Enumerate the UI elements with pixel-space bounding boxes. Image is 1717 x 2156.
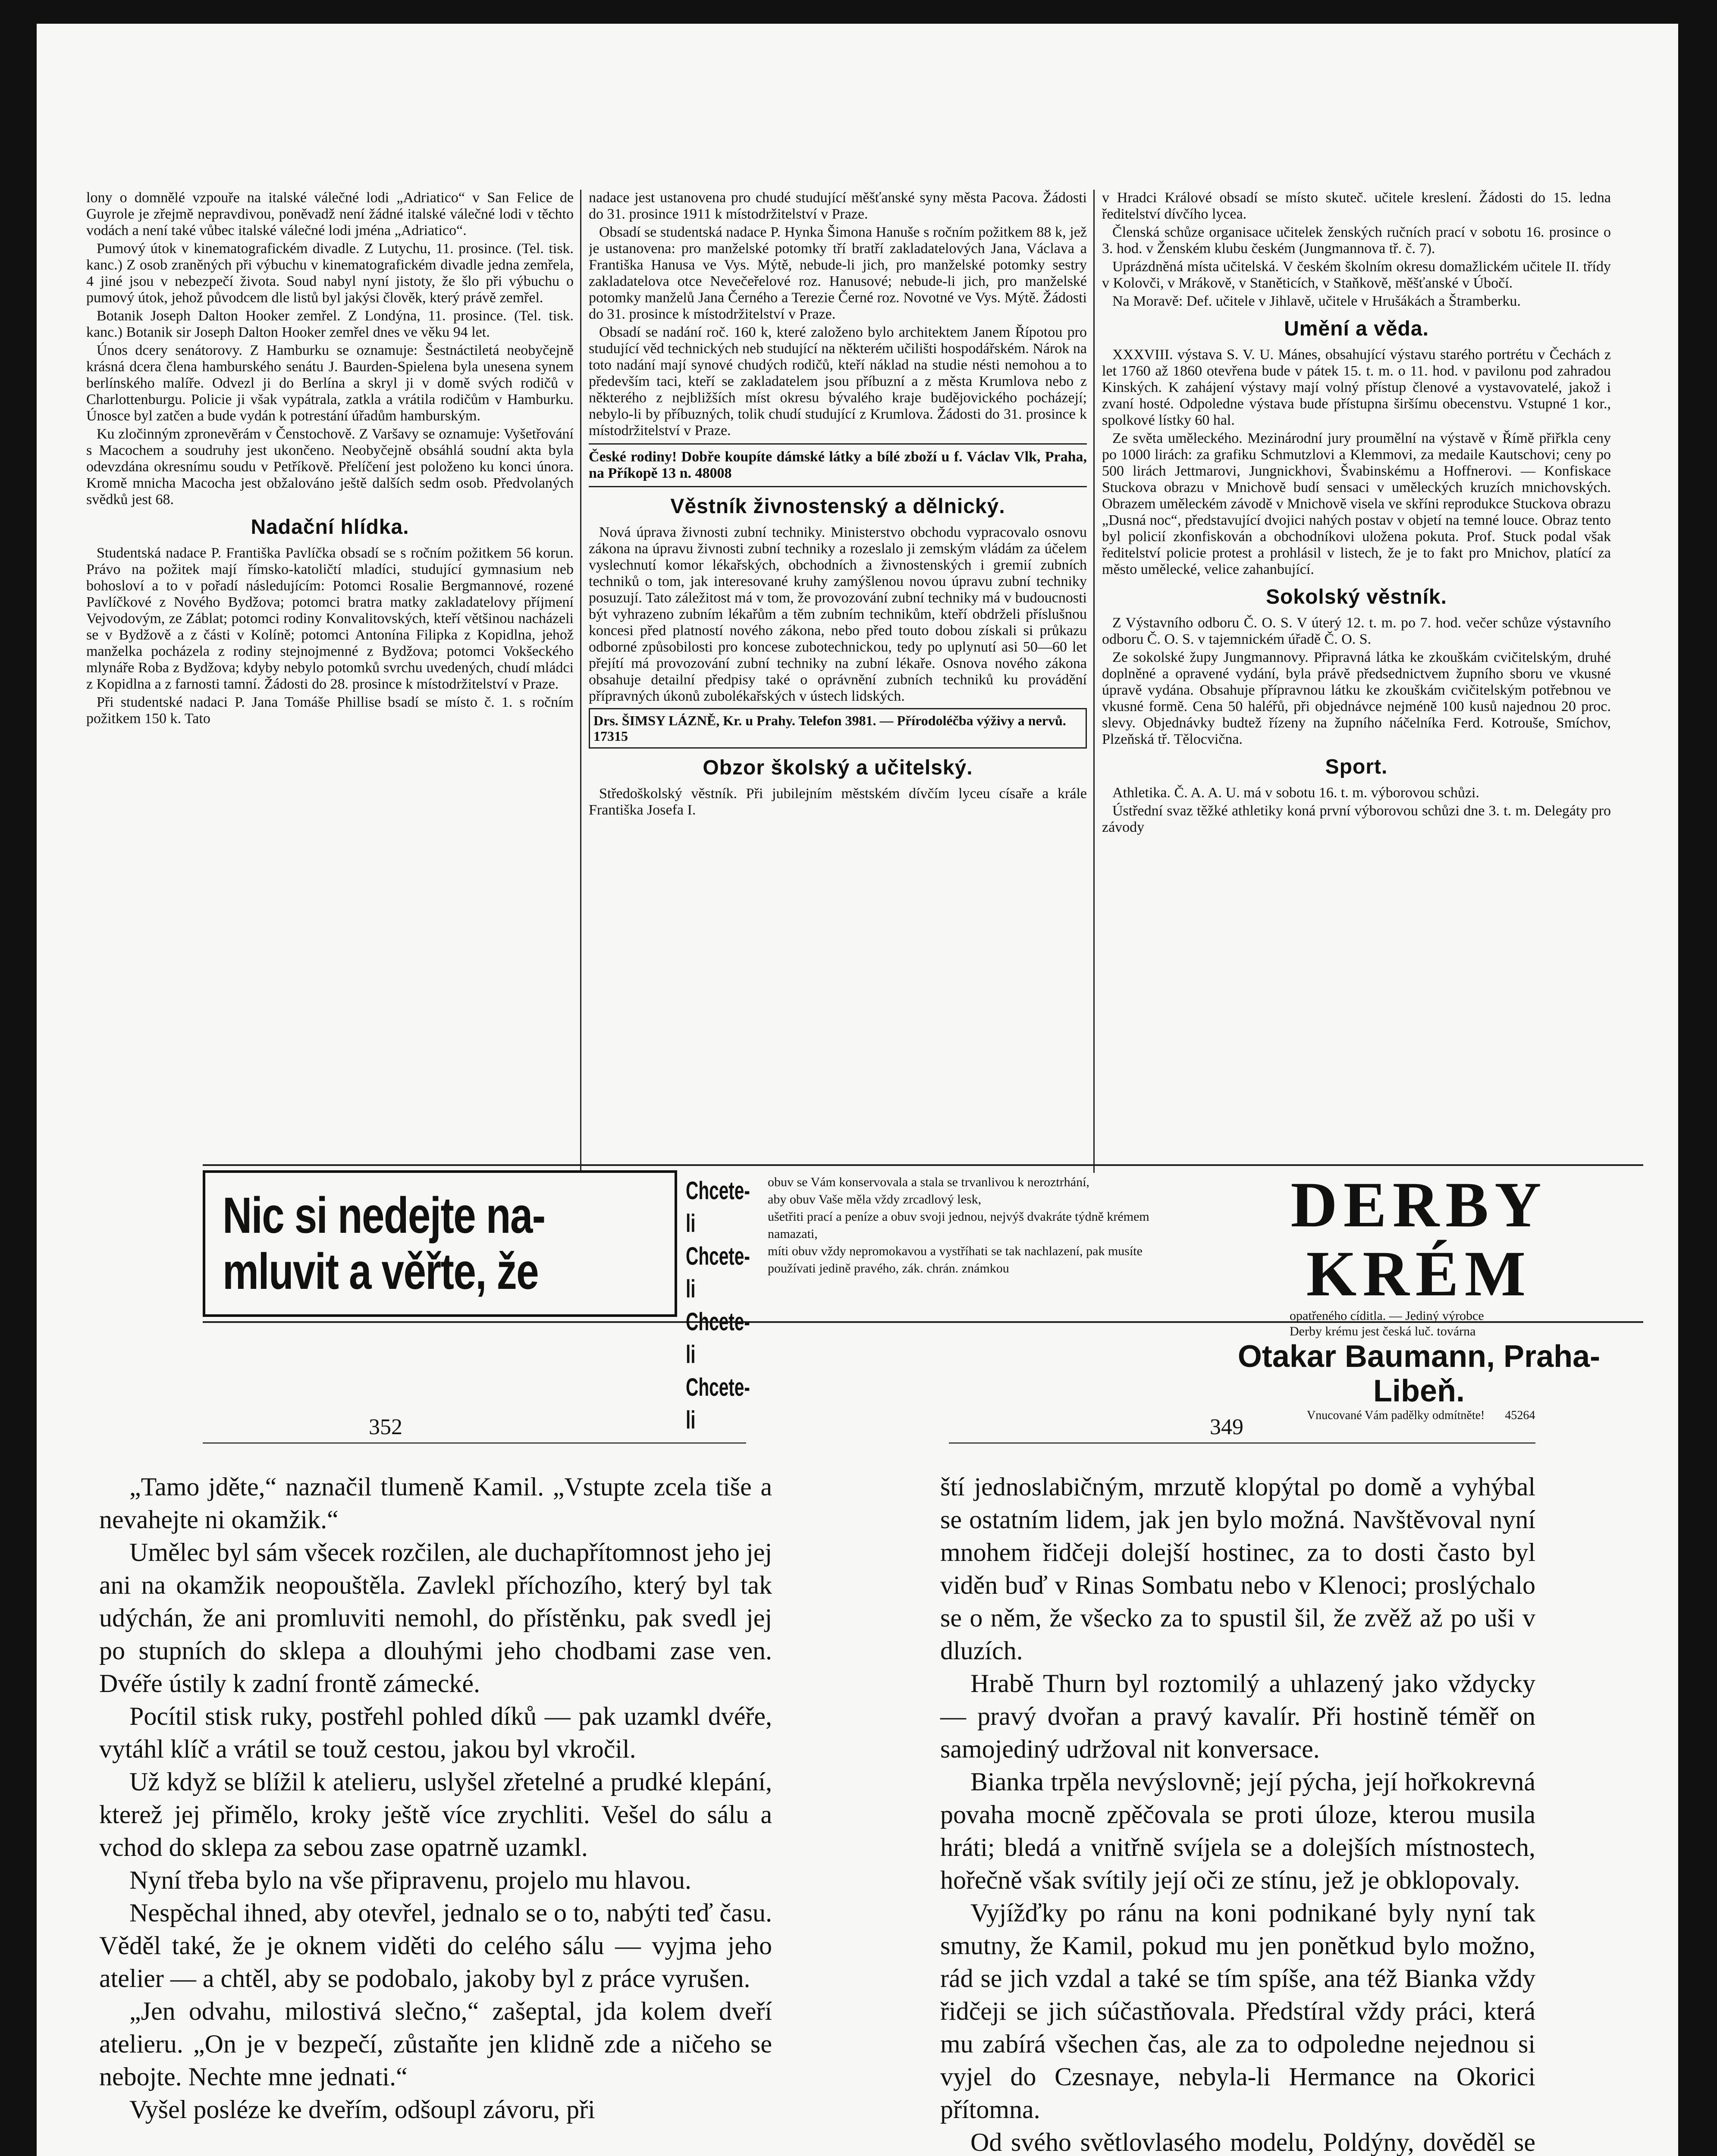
advert: České rodiny! Dobře koupíte dámské látky a bílé zboží u f. Václav Vlk, Praha, na Příkopě 13 n. 48008	[589, 449, 1087, 481]
page-rule-left	[203, 1442, 746, 1444]
paragraph: Pocítil stisk ruky, postřehl pohled díků — pak uzamkl dvéře, vytáhl klíč a vrátil se touž cestou, jakou byl vkročil.	[99, 1702, 772, 1763]
article: Obsadí se nadání roč. 160 k, které založeno bylo architektem Janem Řípotou pro studující věd technických neb studující na některém učilišti hospodářském. Nárok na toto nadání mají synové chudých rodičů, kteří náklad na studie nésti nemohou a to především taci, kteří se zakladatelem jsou příbuzní a z města Krumlova nebo z některého z nejbližších míst okresu bývalého kraje budějovického pocházejí; nebylo-li by příbuzných, tolik chudí studující z Krumlova. Žádosti do 31. prosince k místodržitelství v Praze.	[589, 324, 1087, 439]
advert-chcete: Chcete-li	[686, 1242, 750, 1303]
newspaper-column-3	[1102, 190, 1611, 1181]
paragraph: ští jednoslabičným, mrzutě klopýtal po domě a vyhýbal se ostatním lidem, jak jen bylo možná. Navštěvoval nyní mnohem řidčeji dolejší hostinec, za to dosti často byl viděn buď v Rinas Sombatu nebo v Klenoci; proslýchalo se o něm, že všecko za to spustil šil, že zvěž až po uši v dluzích.	[940, 1473, 1535, 1665]
advert-slogan-line: Nic si nedejte na-	[223, 1187, 545, 1244]
page-number-right: 349	[1210, 1415, 1243, 1439]
advert-chcete: Chcete-li	[686, 1373, 750, 1434]
article: Athletika. Č. A. A. U. má v sobotu 16. t. m. výborovou schůzi.	[1112, 785, 1479, 801]
newspaper-column-2	[589, 190, 1087, 1181]
advert-body	[768, 1174, 1177, 1316]
newspaper-clipping	[86, 190, 1630, 1181]
page-number-left: 352	[369, 1415, 402, 1439]
paragraph: Nyní třeba bylo na vše připravenu, projelo mu hlavou.	[129, 1866, 692, 1894]
derby-warning	[1195, 1408, 1643, 1423]
article: Při studentské nadaci P. Jana Tomáše Phillise bsadí se místo č. 1. s ročním požitkem 150 k. Tato	[86, 694, 574, 727]
advert-line: aby obuv Vaše měla vždy zrcadlový lesk,	[768, 1192, 982, 1206]
column-rule	[1093, 190, 1095, 1173]
article: XXXVIII. výstava S. V. U. Mánes, obsahující výstavu starého portrétu v Čechách z let 1760 až 1860 otevřena bude v pátek 15. t. m. o 11. hod. v pavilonu pod zahradou Kinských. K zahájení výstavy mají volný přístup členové a vystavovatelé, jakož i zvaní hosté. Odpoledne výstava bude přístupna širšímu obecenstvu. Vstupné 1 kor., spolkové lístky 60 hal.	[1102, 347, 1611, 428]
paragraph: „Tamo jděte,“ naznačil tlumeně Kamil. „Vstupte zcela tiše a nevahejte ni okamžik.“	[99, 1473, 772, 1534]
divider	[589, 486, 1087, 487]
advert-box	[589, 708, 1087, 749]
section-heading: Umění a věda.	[1284, 317, 1429, 340]
advert-slogan-line: mluvit a věřte, že	[223, 1243, 538, 1300]
derby-subline: opatřeného cíditla. — Jediný výrobce	[1290, 1309, 1484, 1323]
advert-line: míti obuv vždy nepromokavou a vystříhati se tak nachlazení, pak musíte používati jedině pravého, zák. chrán. známkou	[768, 1244, 1143, 1275]
page-rule-right	[949, 1442, 1535, 1444]
section-heading: Sport.	[1325, 755, 1388, 778]
article: lony o domnělé vzpouře na italské válečné lodi „Adriatico“ v San Felice de Guyrole je zřejmě nepravdivou, poněvadž není žádné italské válečné lodi v těchto vodách a není také vůbec italské válečné lodi jména „Adriatico“.	[86, 190, 574, 238]
article: Uprázdněná místa učitelská. V českém školním okresu domažlickém učitele II. třídy v Kolovči, v Mrákově, v Staněticích, v Staňkově, měšťanské v Úbočí.	[1102, 259, 1611, 291]
paragraph: Od svého světlovlasého modelu, Poldýny, dověděl se	[970, 2128, 1535, 2156]
book-page-right	[940, 1470, 1535, 2156]
section-heading: Věstník živnostenský a dělnický.	[670, 495, 1005, 518]
scan-border-left	[0, 0, 37, 2156]
paragraph: Vyjížďky po ránu na koni podnikané byly nyní tak smutny, že Kamil, pokud mu jen ponětkud bylo možno, rád se jich vzdal a také se tím spíše, ana též Bianka vždy řidčeji se jich súčastňovala. Předstíral vždy práci, která mu zabírá všechen čas, ale za to odpoledne nejednou si vyjel do Czesnaye, nebyla-li Hermance na Okorici přítomna.	[940, 1899, 1535, 2124]
article: Ku zločinným zpronevěrám v Čenstochově. Z Varšavy se oznamuje: Vyšetřování s Macochem a soudruhy jest ukončeno. Neobyčejně obsáhlá soudní akta byla odevzdána okresnímu soudu v Petříkově. Přelíčení jest položeno ku konci února. Kromě mnicha Macocha jest obžalováno ještě dalších sedm osob. Předvolaných svědků jest 68.	[86, 426, 574, 508]
section-heading: Nadační hlídka.	[251, 516, 409, 539]
paragraph: Nespěchal ihned, aby otevřel, jednalo se o to, nabýti teď času. Věděl také, že je oknem viděti do celého sálu — vyjma jeho atelier — a chtěl, aby se podobalo, jakoby byl z práce vyrušen.	[99, 1899, 772, 1993]
section-heading: Sokolský věstník.	[1266, 586, 1447, 608]
derby-maker: Otakar Baumann, Praha-Libeň.	[1237, 1339, 1601, 1408]
article: v Hradci Králové obsadí se místo skuteč. učitele kreslení. Žádosti do 15. ledna ředitelství dívčího lycea.	[1102, 190, 1611, 222]
scan-border-right	[1678, 0, 1717, 2156]
advert-chcete-list	[686, 1175, 772, 1434]
section-heading: Obzor školský a učitelský.	[703, 756, 973, 779]
scan-border-top	[0, 0, 1717, 24]
paragraph: Hrabě Thurn byl roztomilý a uhlazený jako vždycky — pravý dvořan a pravý kavalír. Při hostině téměř on samojediný udržoval nit konversace.	[940, 1669, 1535, 1763]
paragraph: Umělec byl sám všecek rozčilen, ale duchapřítomnost jeho jej ani na okamžik neopouštěla. Zavlekl příchozího, který byl tak udýchán, že ani promluviti nemohl, do přístěnku, pak svedl jej po stupních do sklepa a dlouhými jeho chodbami zase ven. Dvéře ústily k zadní frontě zámecké.	[99, 1538, 772, 1698]
derby-warning-text: Vnucované Vám padělky odmítněte!	[1307, 1409, 1485, 1422]
paragraph: Bianka trpěla nevýslovně; její pýcha, její hořkokrevná povaha mocně zpěčovala se proti úloze, kterou musila hráti; bledá a vnitřně svíjela se a dolejších místnostech, hořečně však svítily její oči ze stínu, jež je obklopovaly.	[940, 1767, 1535, 1894]
article: Ústřední svaz těžké athletiky koná první výborovou schůzi dne 3. t. m. Delegáty pro závody	[1102, 803, 1611, 835]
advert-line: ušetřiti prací a peníze a obuv svoji jednou, nejvýš dvakráte týdně krémem namazati,	[768, 1210, 1149, 1241]
article: Studentská nadace P. Františka Pavlíčka obsadí se s ročním požitkem 56 korun. Právo na požitek mají římsko-katoličtí mladíci, studující gymnasium neb bohosloví a to v pořadí následujícím: Potomci Rosalie Bergmannové, rozené Pavlíčkové z Nového Bydžova; potomci bratra matky zakladatelovy příjmení Vejvodovým, ze Záblat; potomci rodiny Konvalitovských, kteří většinou nacházeli se v Bydžově a z části v Kolíně; potomci Antonína Filipka z Kopidlna, jehož manželka pocházela z rodiny stejnojmenné z Bydžova; potomci Vokšeckého mlynáře Roba z Bydžova; kdyby nebylo potomků svrchu uvedených, chudí mládci z Kopidlna a z farnosti tamní. Žádosti do 28. prosince k místodržitelství v Praze.	[86, 545, 574, 692]
book-page-left	[99, 1470, 772, 2126]
article: Botanik Joseph Dalton Hooker zemřel. Z Londýna, 11. prosince. (Tel. tisk. kanc.) Botanik sir Joseph Dalton Hooker zemřel dnes ve věku 94 let.	[86, 308, 574, 340]
column-rule	[580, 190, 581, 1173]
paragraph: Vyšel posléze ke dveřím, odšoupl závoru, při	[129, 2095, 595, 2124]
divider	[589, 443, 1087, 445]
advert-chcete: Chcete-li	[686, 1177, 750, 1238]
article: nadace jest ustanovena pro chudé studující měšťanské syny města Pacova. Žádosti do 31. prosince 1911 k místodržitelství v Praze.	[589, 190, 1087, 222]
advert-slogan-box	[203, 1170, 677, 1317]
article: Nová úprava živnosti zubní techniky. Ministerstvo obchodu vypracovalo osnovu zákona na úpravu živnosti zubní techniky a rozeslalo ji zemským vládám za účelem vyslechnutí komor lékařských, obchodních a živnostenských i gremií zubních techniků o tom, jak interesované kruhy zamýšlenou novou úpravu zubní techniky posuzují. Tato záležitost má v tom, že provozování zubní techniky má v budoucnosti být vyhrazeno zubním lékařům a těm zubním technikům, kteří obdrželi příslušnou koncesi před platností nového zákona, nebo před touto dobou získali si průkazu odborné způsobilosti pro koncese zubotechnickou, tedy po uplynutí asi 50—60 let přejítí má provozování zubní techniky na zubní lékaře. Osnova nového zákona obsahuje detailní předpisy také o oprávnění zubních techniků ku provádění přípravných úkonů zubolékařských v ústech lidských.	[589, 524, 1087, 704]
article: Z Výstavního odboru Č. O. S. V úterý 12. t. m. po 7. hod. večer schůze výstavního odboru Č. O. S. v tajemnickém úřadě Č. O. S.	[1102, 615, 1611, 647]
article: Ze světa uměleckého. Mezinárodní jury proumělní na výstavě v Římě přiřkla ceny po 1000 lirách: za grafiku Schmutzlovi a Klemmovi, za medaile Kautschovi; ceny po 500 lirách Jettmarovi, Jungnickhovi, Švabinskému a Hoffnerovi. — Konfiskace Stuckova obrazu v Mnichově budí sensaci v uměleckých kruzích mnichovských. Obrazem uměleckém závodě v Mnichově visela ve skříni reprodukce Stuckova obrazu „Dusná noc“, představující dvojici nahých postav v objetí na temné louce. Obraz tento byl policií zkonfiskován a obchodníkovi uložena pokuta. Prof. Stuck podal však ředitelství policie protest a prohlásil v listech, že je to fakt pro Mnichov, platící za město umělecké, velice zahanbující.	[1102, 430, 1611, 577]
article: Pumový útok v kinematografickém divadle. Z Lutychu, 11. prosince. (Tel. tisk. kanc.) Z osob zraněných při výbuchu v kinematografickém divadle jedna zemřela, 4 jiné jsou v nebezpečí života. Soud nabyl nyní jistoty, že šlo při výbuchu o pumový útok, jehož původcem dle listů byl jakýsi člověk, který právě zemřel.	[86, 241, 574, 306]
article: Únos dcery senátorovy. Z Hamburku se oznamuje: Šestnáctiletá neobyčejně krásná dcera člena hamburského senátu J. Baurden-Spielena byla unesena synem berlínského malíře. Odvezl ji do Berlína a skryl ji v domě svých rodičů v Charlottenburgu. Policie ji však vypátrala, zatkla a vrátila rodičům v Hamburku. Únosce byl zatčen a bude vydán k potrestání úřadům hamburským.	[86, 342, 574, 424]
article: Středoškolský věstník. Při jubilejním městském dívčím lyceu císaře a krále Františka Josefa I.	[589, 786, 1087, 818]
derby-subline: Derby krému jest česká luč. továrna	[1290, 1324, 1476, 1338]
article: Na Moravě: Def. učitele v Jihlavě, učitele v Hrušákách a Štramberku.	[1112, 293, 1521, 309]
article: Členská schůze organisace učitelek ženských ručních prací v sobotu 16. prosince o 3. hod. v Ženském klubu českém (Jungmannova tř. č. 7).	[1102, 224, 1611, 257]
derby-advert	[1195, 1169, 1643, 1422]
derby-brand: DERBY KRÉM	[1290, 1169, 1547, 1310]
article: Obsadí se studentská nadace P. Hynka Šimona Hanuše s ročním požitkem 88 k, jež je ustanovena: pro manželské potomky tří bratří zakladatelových Jana, Václava a Františka Hanusa ve Vys. Mýtě, nebude-li jich, pro manželské potomky sestry zakladatelova otce Nevečeřelové roz. Hanusové; nebude-li jich, pro manželské potomky manželů Jana Černého a Terezie Černé roz. Novotné ve Vys. Mýtě. Žádosti do 31. prosince k místodržitelství v Praze.	[589, 224, 1087, 322]
article: Ze sokolské župy Jungmannovy. Připravná látka ke zkouškám cvičitelským, druhé doplněné a opravené vydání, byla právě předsednictvem župního sboru ve vkusné úpravě vydána. Obsahuje přípravnou látku ke zkouškám cvičitelským potřebnou ve vkusné formě. Cena 50 haléřů, při objednávce nejméně 100 kusů najednou 20 proc. slevy. Objednávky budtež řízeny na župního náčelníka Ferd. Kotrouše, Smíchov, Plzeňská tř. Tělocvična.	[1102, 649, 1611, 747]
advert-chcete: Chcete-li	[686, 1308, 750, 1369]
paragraph: Už když se blížil k atelieru, uslyšel zřetelné a prudké klepání, kterež jej přimělo, kroky ještě více zrychliti. Vešel do sálu a vchod do sklepa za sebou zase opatrně uzamkl.	[99, 1767, 772, 1861]
advert: Drs. ŠIMSY LÁZNĚ, Kr. u Prahy. Telefon 3981. — Přírodoléčba výživy a nervů. 17315	[593, 713, 1066, 744]
newspaper-column-1	[86, 190, 574, 1181]
advert-number: 45264	[1505, 1409, 1535, 1422]
paragraph: „Jen odvahu, milostivá slečno,“ zašeptal, jda kolem dveří atelieru. „On je v bezpečí, zůstaňte jen klidně zde a ničeho se nebojte. Nechte mne jednati.“	[99, 1997, 772, 2091]
advert-line: obuv se Vám konservovala a stala se trvanlivou k neroztrhání,	[768, 1175, 1089, 1189]
